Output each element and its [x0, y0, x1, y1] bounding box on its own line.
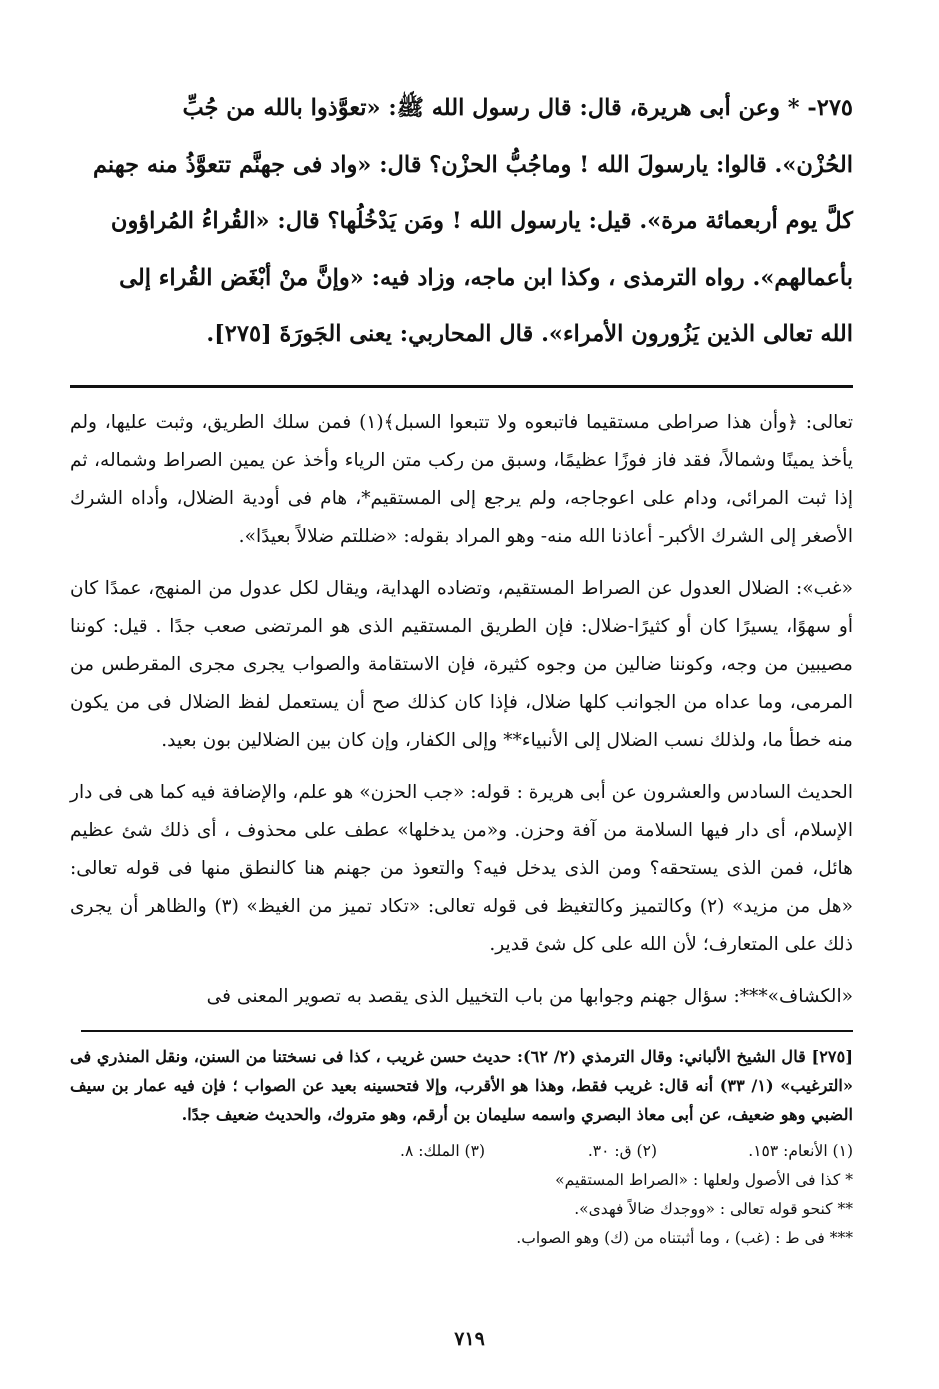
hadith-text — [70, 80, 853, 363]
reference-3: (٣) الملك: ٨. — [400, 1141, 485, 1160]
commentary-paragraph: الحديث السادس والعشرون عن أبى هريرة : قوله: «جب الحزن» هو علم، والإضافة فيه كما هى فى دار الإسلام، أى دار فيها السلامة من آفة وحزن. و«من يدخلها» عطف على محذوف ، أى ذلك شئ عظيم هائل، فمن الذى يستحقه؟ ومن الذى يدخل فيه؟ والتعوذ من جهنم هنا كالنطق منها فى قوله تعالى: «هل من مزيد» (٢) وكالتميز وكالتغيظ فى قوله تعالى: «تكاد تميز من الغيظ» (٣) والظاهر أن يجرى ذلك على المتعارف؛ لأن الله على كل شئ قدير. — [69, 781, 853, 955]
commentary-paragraph: تعالى: ﴿وأن هذا صراطى مستقيما فاتبعوه ولا تتبعوا السبل﴾(١) فمن سلك الطريق، وثبت عليها، ولم يأخذ يمينًا وشمالاً، فقد فاز فوزًا عظيمًا، وسبق من ركب متن الرياء وأخذ عن يمين الصراط وشماله، ثم إذا ثبت المرائى، ودام على اعوجاجه، ولم يرجع إلى المستقيم*، هام فى أودية الضلال، وأداه الشرك الأصغر إلى الشرك الأكبر- أعاذنا الله منه- وهو المراد بقوله: «ضللتم ضلالاً بعيدًا». — [70, 411, 853, 547]
page-number: ٧١٩ — [454, 1328, 485, 1350]
commentary-paragraph: «غب»: الضلال العدول عن الصراط المستقيم، وتضاده الهداية، ويقال لكل عدول من المنهج، عمدًا كان أو سهوًا، يسيرًا كان أو كثيرًا-ضلال: فإن الطريق المستقيم الذى هو المرتضى صعب جدًا . قيل: كوننا مصيبين من وجه، وكوننا ضالين من وجوه كثيرة، فإن الاستقامة والصواب يجرى مجرى المقرطس من المرمى، وما عداه من الجوانب كلها ضلال، فإذا كان كذلك صح أن يستعمل لفظ الضلال فى من يكون منه خطأ ما، ولذلك نسب الضلال إلى الأنبياء** وإلى الكفار، وإن كان بين الضلالين بون بعيد. — [70, 577, 853, 751]
hadith-line: كلَّ يوم أربعمائة مرة». قيل: يارسول الله ! ومَن يَدْخُلُها؟ قال: «القُراءُ المُراؤون — [110, 208, 853, 234]
quran-references — [70, 1137, 853, 1253]
editor-note: *** فى ط : (غب) ، وما أثبتناه من (ك) وهو الصواب. — [516, 1228, 853, 1247]
editor-notes — [70, 1166, 853, 1253]
footnote-divider — [81, 1030, 853, 1032]
section-divider — [70, 385, 853, 388]
hadith-line: بأعمالهم». رواه الترمذى ، وكذا ابن ماجه، وزاد فيه: «وإنَّ منْ أبْغَض القُراء إلى — [119, 264, 853, 291]
reference-1: (١) الأنعام: ١٥٣. — [748, 1141, 853, 1160]
commentary — [70, 404, 853, 1016]
editor-note: ** كنحو قوله تعالى : «ووجدك ضالاً فهدى». — [574, 1199, 853, 1218]
takhrij-footnote — [70, 1042, 853, 1129]
hadith-line: ٢٧٥- * وعن أبى هريرة، قال: قال رسول الله ﷺ: «تعوَّذوا بالله من جُبِّ — [182, 95, 853, 121]
takhrij-text: [٢٧٥] قال الشيخ الألباني: وقال الترمذي (٢/ ٦٢): حديث حسن غريب ، كذا فى نسختنا من السنن، ونقل المنذري فى «الترغيب» (١/ ٣٣) أنه قال: غريب فقط، وهذا هو الأقرب، وإلا فتحسينه بعيد عن الصواب ؛ فإن فيه عمار بن سيف الضبي وهو ضعيف، عن أبى معاذ البصري واسمه سليمان بن أرقم، وهو متروك، والحديث ضعيف جدًا. — [70, 1046, 853, 1124]
reference-2: (٢) ق: ٣٠. — [587, 1141, 657, 1160]
editor-note: * كذا فى الأصول ولعلها : «الصراط المستقيم» — [555, 1170, 853, 1189]
hadith-line: الله تعالى الذين يَزُورون الأمراء». قال المحاربي: يعنى الجَورَةَ [٢٧٥]. — [206, 321, 853, 347]
page-content — [70, 80, 853, 1253]
commentary-paragraph: «الكشاف»***: سؤال جهنم وجوابها من باب التخييل الذى يقصد به تصوير المعنى فى — [206, 985, 853, 1007]
hadith-line: الحُزْن». قالوا: يارسولَ الله ! وماجُبُّ الحزْن؟ قال: «واد فى جهنَّم تتعوَّذُ منه جهنم — [92, 151, 853, 178]
